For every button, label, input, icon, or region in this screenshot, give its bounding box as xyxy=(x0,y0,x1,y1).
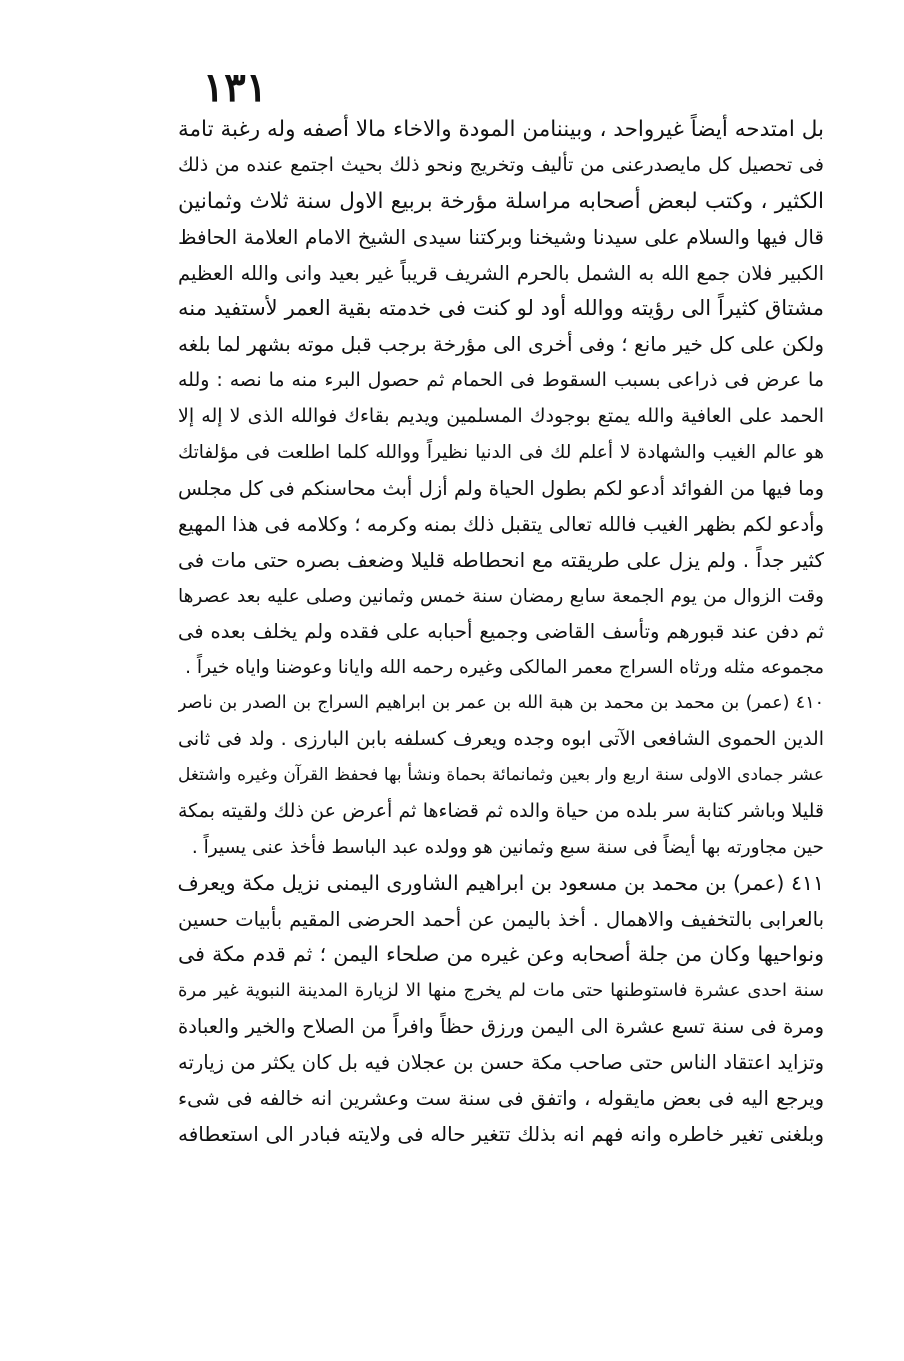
text-line: كثير جداً . ولم يزل على طريقته مع انحطاطه قليلا وضعف بصره حتى مات فى xyxy=(178,547,824,572)
text-line: ما عرض فى ذراعى بسبب السقوط فى الحمام ثم حصول البرء منه ما نصه : ولله xyxy=(178,369,824,392)
text-line: عشر جمادى الاولى سنة اربع وار بعين وثمانمائة بحماة ونشأ بها فحفظ القرآن وغيره واشتغل xyxy=(178,765,824,786)
text-line: وقت الزوال من يوم الجمعة سابع رمضان سنة خمس وثمانين وصلى عليه بعد عصرها xyxy=(178,585,824,607)
text-line: قال فيها والسلام على سيدنا وشيخنا وبركتنا سيدى الشيخ الامام العلامة الحافظ xyxy=(178,224,824,249)
text-line: الحمد على العافية والله يمتع بوجودك المسلمين ويديم بقاءك فوالله الذى لا إله إلا xyxy=(178,405,824,428)
text-line: قليلا وباشر كتابة سر بلده من حياة والده ثم قضاءها ثم أعرض عن ذلك ولقيته بمكة xyxy=(178,799,824,822)
text-line: وتزايد اعتقاد الناس حتى صاحب مكة حسن بن عجلان فيه بل كان يكثر من زيارته xyxy=(178,1051,824,1075)
text-line: وأدعو لكم بظهر الغيب فالله تعالى يتقبل ذلك بمنه وكرمه ؛ وكلامه فى هذا المهيع xyxy=(178,512,824,536)
page-number: ١٣١ xyxy=(202,64,268,111)
text-line: الكبير فلان جمع الله به الشمل بالحرم الشريف قريباً غير بعيد وانى والله العظيم xyxy=(178,261,824,285)
text-line: ولكن على كل خير مانع ؛ وفى أخرى الى مؤرخة برجب قبل موته بشهر لما بلغه xyxy=(178,332,824,357)
text-line: حين مجاورته بها أيضاً فى سنة سبع وثمانين هو وولده عبد الباسط فأخذ عنى يسيراً . xyxy=(191,836,824,858)
text-line: ثم دفن عند قبورهم وتأسف القاضى وجميع أحبابه على فقده ولم يخلف بعده فى xyxy=(178,620,824,644)
text-line: وما فيها من الفوائد أدعو لكم بطول الحياة ولم أزل أبث محاسنكم فى كل مجلس xyxy=(178,476,824,500)
text-line: الكثير ، وكتب لبعض أصحابه مراسلة مؤرخة بربيع الاول سنة ثلاث وثمانين xyxy=(178,188,824,214)
text-line: وبلغنى تغير خاطره وانه فهم انه بذلك تتغير حاله فى ولايته فبادر الى استعطافه xyxy=(178,1121,824,1146)
entry-heading-line: ٤١١ (عمر) بن محمد بن مسعود بن ابراهيم الشاورى اليمنى نزيل مكة ويعرف xyxy=(178,870,824,895)
text-line: بالعرابى بالتخفيف والاهمال . أخذ باليمن عن أحمد الحرضى المقيم بأبيات حسين xyxy=(178,907,824,931)
text-line: مجموعه مثله ورثاه السراج معمر المالكى وغيره رحمه الله وايانا وعوضنا واياه خيراً . xyxy=(185,657,824,679)
text-line: بل امتدحه أيضاً غيرواحد ، وبيننامن المودة والاخاء مالا أصفه وله رغبة تامة xyxy=(178,117,824,142)
text-line: سنة احدى عشرة فاستوطنها حتى مات لم يخرج منها الا لزيارة المدينة النبوية غير مرة xyxy=(178,980,824,1002)
body-text xyxy=(178,112,824,1153)
text-line: هو عالم الغيب والشهادة لا أعلم لك فى الدنيا نظيراً ووالله كلما اطلعت فى مؤلفاتك xyxy=(178,442,824,464)
text-line: فى تحصيل كل مايصدرعنى من تأليف وتخريج ونحو ذلك بحيث اجتمع عنده من ذلك xyxy=(178,153,824,176)
text-line: ونواحيها وكان من جلة أصحابه وعن غيره من صلحاء اليمن ؛ ثم قدم مكة فى xyxy=(178,942,824,967)
text-line: الدين الحموى الشافعى الآتى ابوه وجده ويعرف كسلفه بابن البارزى . ولد فى ثانى xyxy=(178,728,824,751)
text-line: ومرة فى سنة تسع عشرة الى اليمن ورزق حظاً وافراً من الصلاح والخير والعبادة xyxy=(178,1015,824,1039)
text-line: ويرجع اليه فى بعض مايقوله ، واتفق فى سنة ست وعشرين انه خالفه فى شىء xyxy=(178,1087,824,1111)
entry-heading-line: ٤١٠ (عمر) بن محمد بن محمد بن هبة الله بن عمر بن ابراهيم السراج بن الصدر بن ناصر xyxy=(178,693,824,714)
text-line: مشتاق كثيراً الى رؤيته ووالله أود لو كنت فى خدمته بقية العمر لأستفيد منه xyxy=(178,296,824,321)
